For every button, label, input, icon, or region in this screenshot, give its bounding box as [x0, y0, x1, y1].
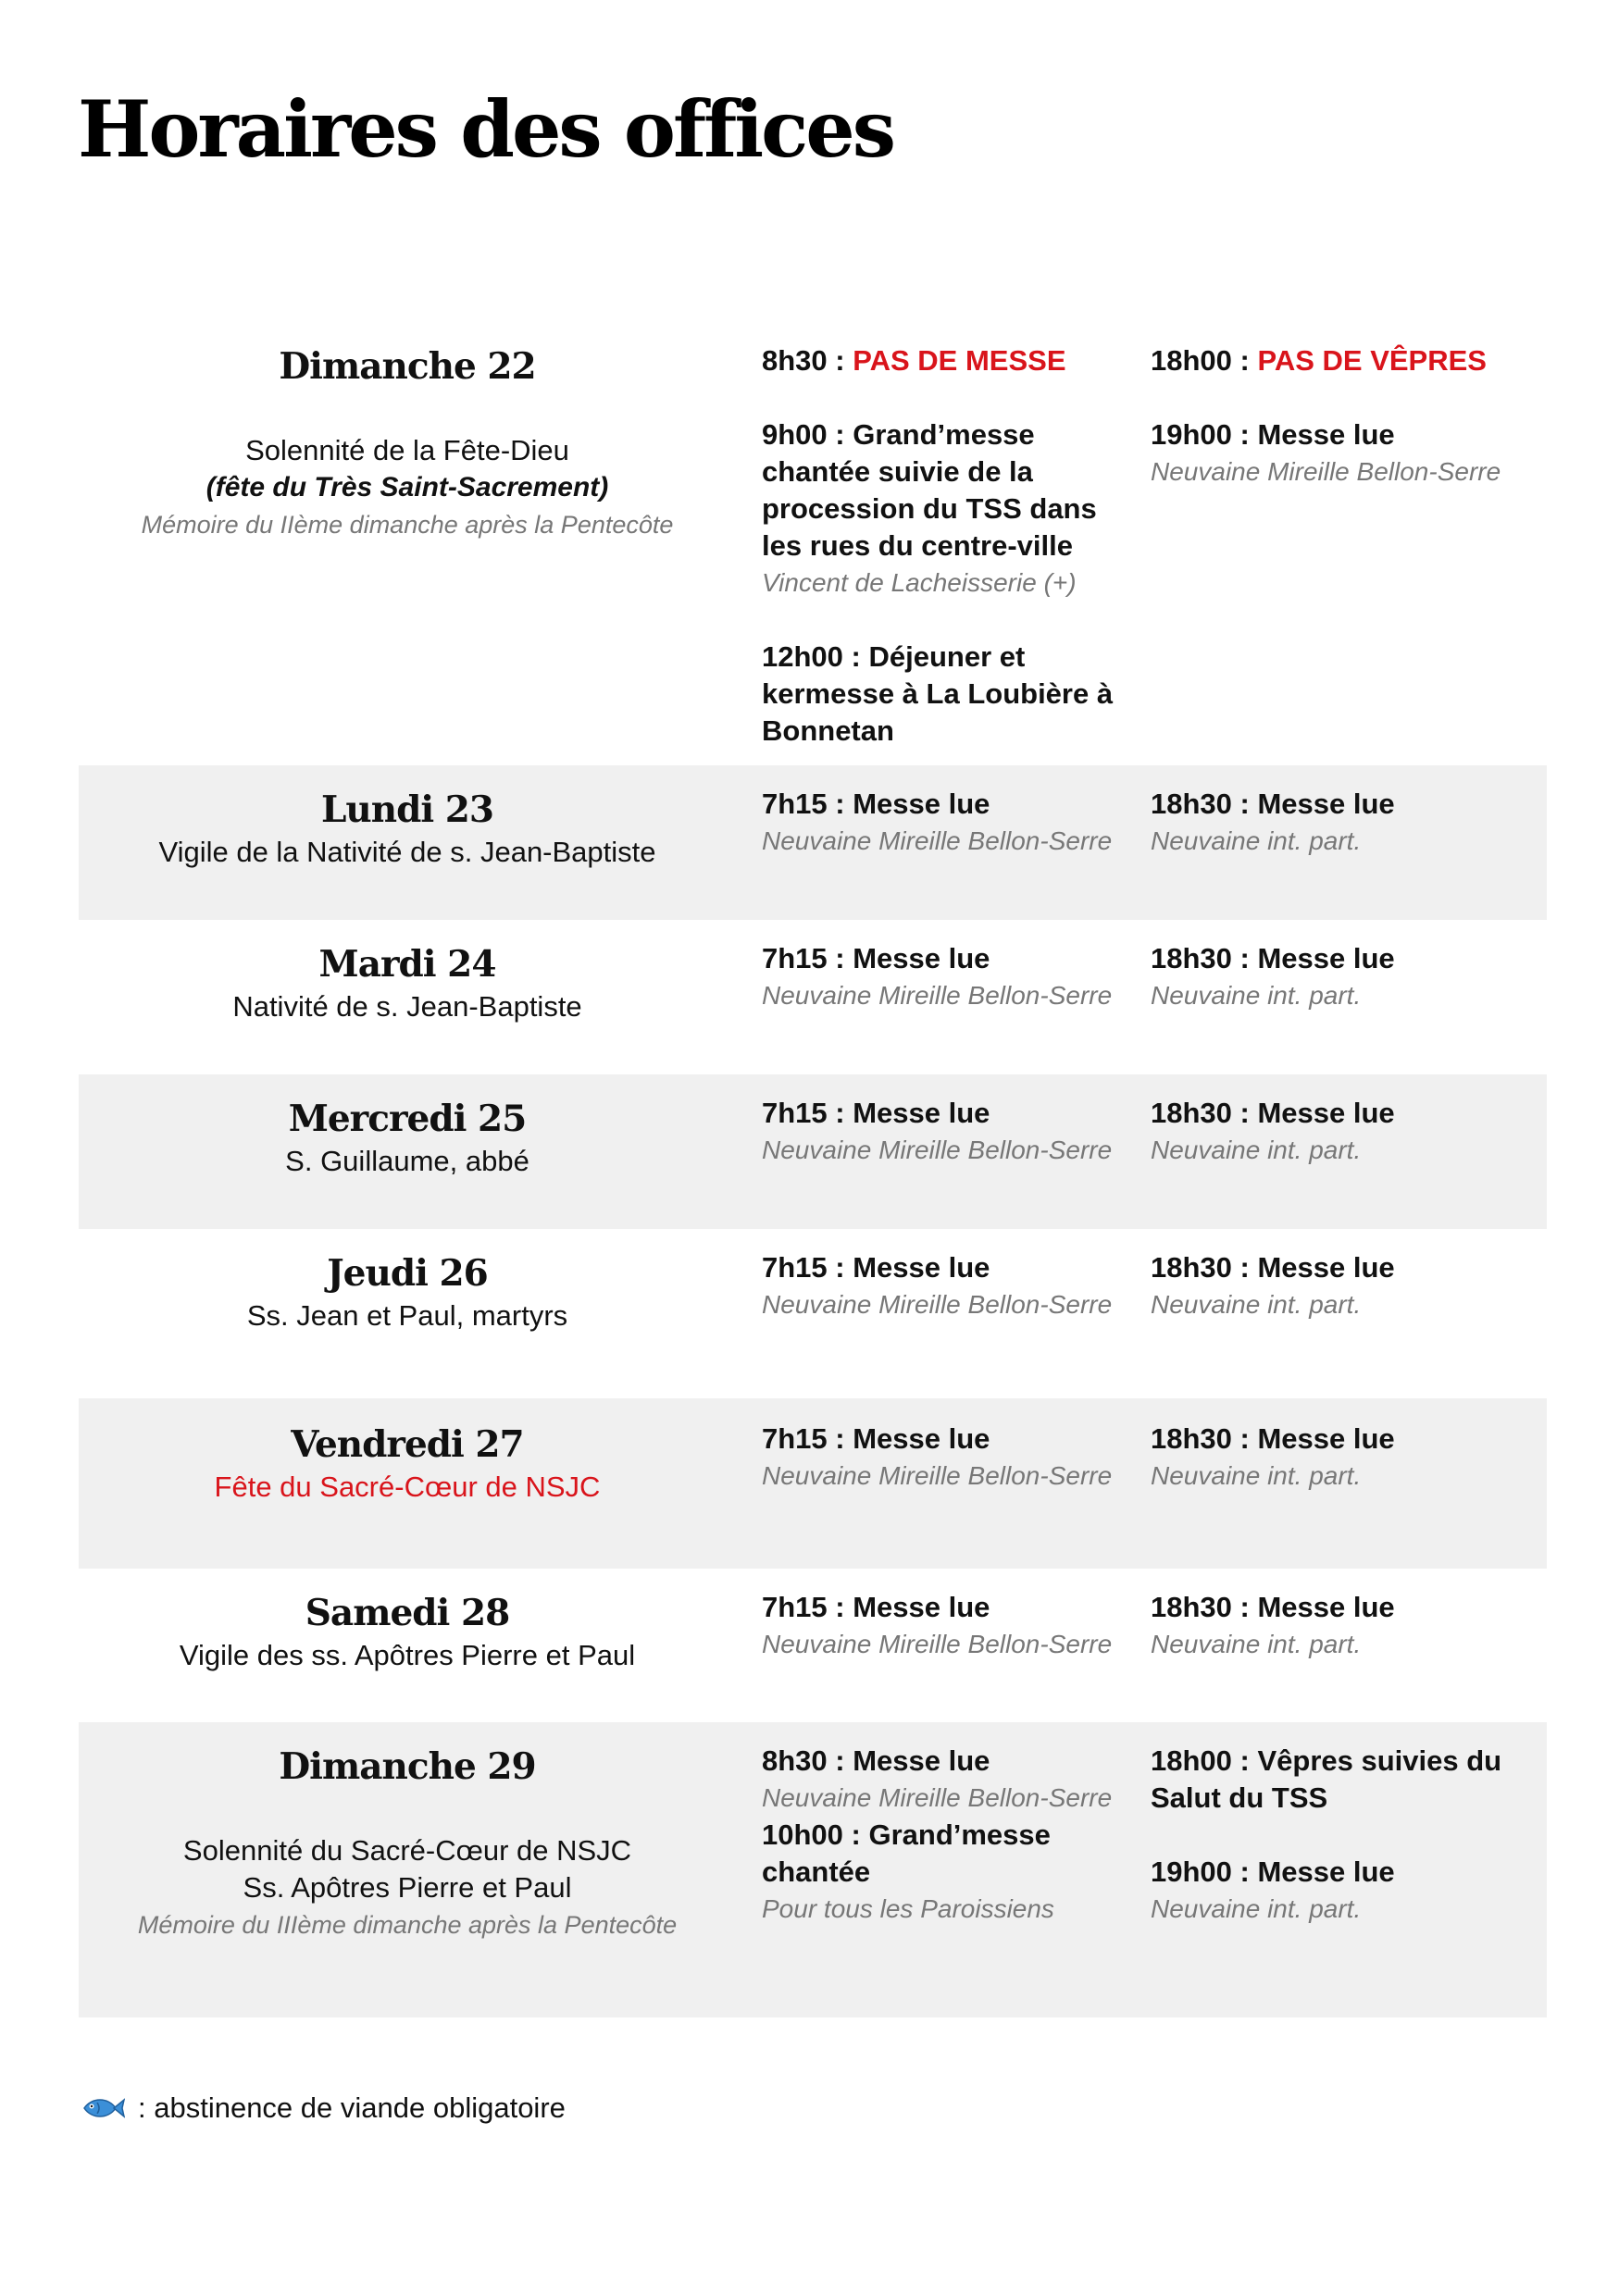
morning-cell [745, 1421, 1134, 1569]
schedule-table [79, 333, 1547, 2017]
table-row [79, 1074, 1547, 1229]
intention-text: Neuvaine Mireille Bellon-Serre [1151, 457, 1501, 486]
office-entry: 18h30 : Messe lue [1151, 942, 1395, 974]
intention-text: Vincent de Lacheisserie (+) [762, 568, 1077, 597]
office-entry: 7h15 : Messe lue [762, 1251, 990, 1284]
office-entry: 18h30 : Messe lue [1151, 1097, 1395, 1129]
footnote [79, 2091, 566, 2125]
intention-text: Neuvaine Mireille Bellon-Serre [762, 1783, 1113, 1812]
intention-text: Neuvaine int. part. [1151, 1136, 1362, 1164]
footnote-text: : abstinence de viande obligatoire [138, 2091, 566, 2124]
day-cell [79, 1421, 745, 1569]
intention-text: Neuvaine int. part. [1151, 826, 1362, 855]
office-entry: 19h00 : Messe lue [1151, 1855, 1395, 1888]
office-entry: 7h15 : Messe lue [762, 788, 990, 820]
intention-text: Neuvaine int. part. [1151, 1461, 1362, 1490]
feast-name: Vigile des ss. Apôtres Pierre et Paul [179, 1639, 636, 1671]
feast-subtitle: (fête du Très Saint-Sacrement) [205, 472, 609, 503]
evening-cell [1134, 1589, 1523, 1722]
evening-cell [1134, 940, 1523, 1074]
day-name: Mercredi 25 [288, 1098, 527, 1140]
office-entry: 12h00 : Déjeuner et kermesse à La Loubière à Bonnetan [762, 640, 1114, 747]
intention-text: Neuvaine int. part. [1151, 1290, 1362, 1319]
cancel-label: PAS DE VÊPRES [1257, 344, 1487, 377]
feast-name: Vigile de la Nativité de s. Jean-Baptiste [158, 836, 656, 868]
table-row [79, 1722, 1547, 2017]
office-entry: 10h00 : Grand’messe chantée [762, 1818, 1051, 1888]
evening-cell [1134, 342, 1523, 765]
evening-cell [1134, 1249, 1523, 1398]
day-cell [79, 1095, 745, 1229]
office-entry: 18h00 : PAS DE VÊPRES [1151, 344, 1487, 377]
memorial-text: Mémoire du IIème dimanche après la Pentecôte [141, 511, 674, 539]
office-entry: 19h00 : Messe lue [1151, 418, 1395, 451]
morning-cell [745, 1589, 1134, 1722]
intention-text: Neuvaine int. part. [1151, 1630, 1362, 1658]
memorial-text: Mémoire du IIIème dimanche après la Pentecôte [137, 1911, 678, 1939]
office-entry: 18h30 : Messe lue [1151, 1251, 1395, 1284]
intention-text: Neuvaine Mireille Bellon-Serre [762, 826, 1113, 855]
office-entry: 9h00 : Grand’messe chantée suivie de la procession du TSS dans les rues du centre-ville [762, 418, 1097, 562]
table-row [79, 765, 1547, 920]
day-cell [79, 1249, 745, 1398]
feast-name: Fête du Sacré-Cœur de NSJC [214, 1471, 601, 1503]
intention-text: Neuvaine int. part. [1151, 981, 1362, 1010]
page-title: Horaires des offices [78, 83, 894, 175]
table-row [79, 1398, 1547, 1569]
day-cell [79, 940, 745, 1074]
office-entry: 18h00 : Vêpres suivies du Salut du TSS [1151, 1744, 1502, 1814]
day-cell [79, 1743, 745, 2017]
day-cell [79, 786, 745, 920]
feast-name-2: Ss. Apôtres Pierre et Paul [243, 1871, 572, 1904]
morning-cell [745, 1743, 1134, 2017]
feast-name: Nativité de s. Jean-Baptiste [232, 990, 582, 1023]
intention-text: Neuvaine Mireille Bellon-Serre [762, 1290, 1113, 1319]
feast-name: Ss. Jean et Paul, martyrs [246, 1299, 568, 1332]
intention-text: Neuvaine Mireille Bellon-Serre [762, 1461, 1113, 1490]
intention-text: Neuvaine Mireille Bellon-Serre [762, 1630, 1113, 1658]
day-name: Dimanche 22 [279, 345, 536, 388]
evening-cell [1134, 786, 1523, 920]
day-name: Samedi 28 [305, 1592, 510, 1634]
evening-cell [1134, 1743, 1523, 2017]
table-row [79, 333, 1547, 765]
day-name: Jeudi 26 [327, 1252, 488, 1295]
office-entry: 8h30 : PAS DE MESSE [762, 344, 1066, 377]
office-entry: 18h30 : Messe lue [1151, 788, 1395, 820]
office-entry: 18h30 : Messe lue [1151, 1591, 1395, 1623]
office-entry: 8h30 : Messe lue [762, 1744, 990, 1777]
morning-cell [745, 786, 1134, 920]
evening-cell [1134, 1421, 1523, 1569]
morning-cell [745, 342, 1134, 765]
table-row [79, 920, 1547, 1074]
day-name: Lundi 23 [320, 788, 494, 831]
evening-cell [1134, 1095, 1523, 1229]
office-entry: 18h30 : Messe lue [1151, 1422, 1395, 1455]
feast-name: Solennité de la Fête-Dieu [245, 434, 569, 466]
day-name: Dimanche 29 [279, 1745, 536, 1788]
fish-icon [79, 2093, 125, 2123]
feast-name: S. Guillaume, abbé [285, 1145, 529, 1177]
cancel-label: PAS DE MESSE [853, 344, 1066, 377]
table-row [79, 1229, 1547, 1398]
intention-text: Pour tous les Paroissiens [762, 1894, 1054, 1923]
intention-text: Neuvaine Mireille Bellon-Serre [762, 981, 1113, 1010]
morning-cell [745, 1095, 1134, 1229]
morning-cell [745, 940, 1134, 1074]
office-entry: 7h15 : Messe lue [762, 1097, 990, 1129]
day-name: Mardi 24 [318, 943, 496, 986]
intention-text: Neuvaine int. part. [1151, 1894, 1362, 1923]
intention-text: Neuvaine Mireille Bellon-Serre [762, 1136, 1113, 1164]
day-cell [79, 342, 745, 765]
morning-cell [745, 1249, 1134, 1398]
office-entry: 7h15 : Messe lue [762, 1422, 990, 1455]
feast-name: Solennité du Sacré-Cœur de NSJC [182, 1834, 632, 1867]
table-row [79, 1569, 1547, 1722]
office-entry: 7h15 : Messe lue [762, 1591, 990, 1623]
day-cell [79, 1589, 745, 1722]
office-entry: 7h15 : Messe lue [762, 942, 990, 974]
day-name: Vendredi 27 [291, 1423, 524, 1466]
